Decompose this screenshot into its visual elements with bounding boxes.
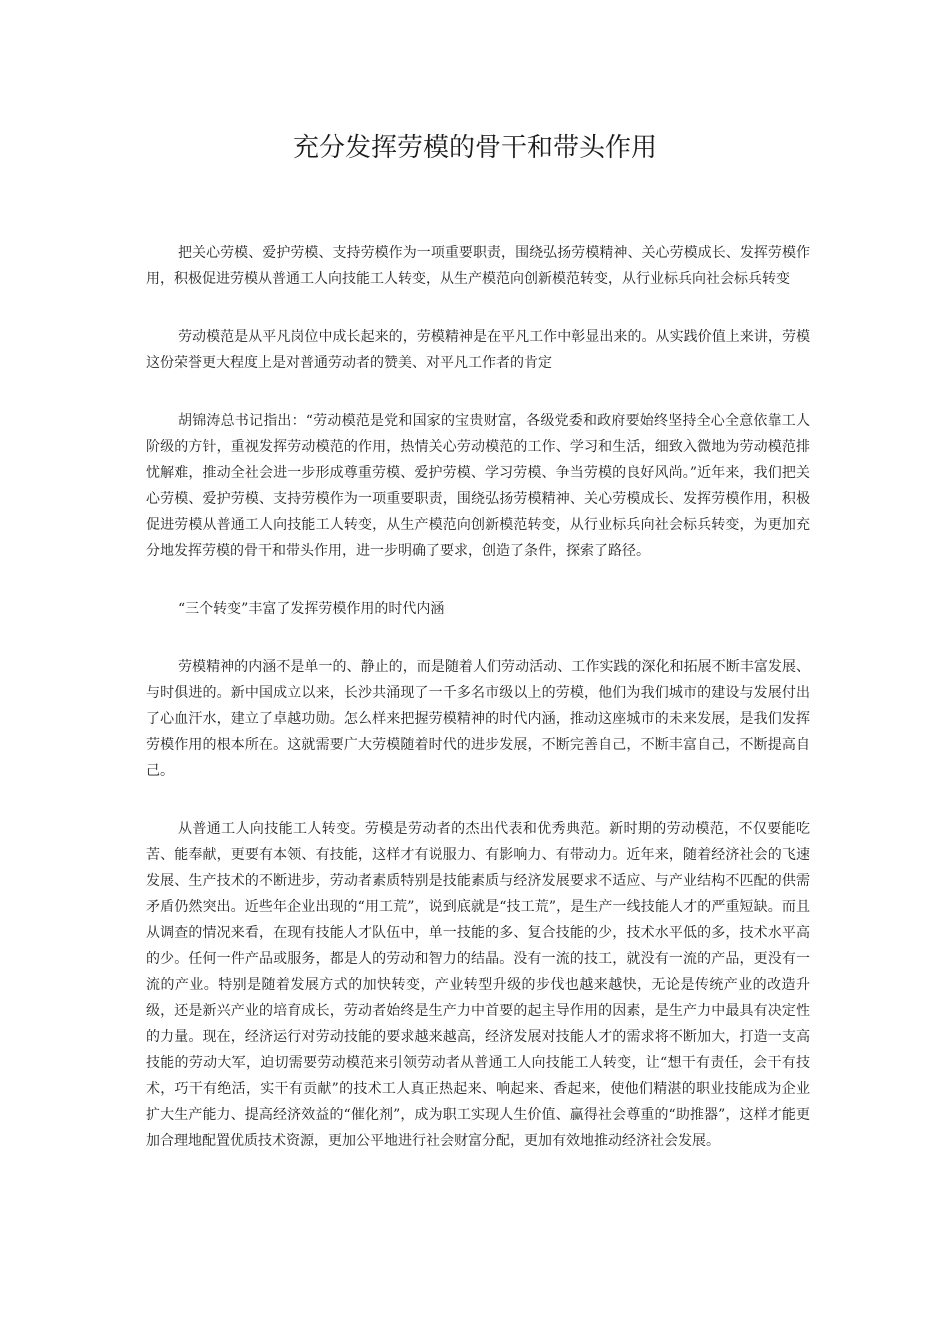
paragraph-1: 把关心劳模、爱护劳模、支持劳模作为一项重要职责，围绕弘扬劳模精神、关心劳模成长、发挥劳模作用，积极促进劳模从普通工人向技能工人转变，从生产模范向创新模范转变，从行业标兵向社会标兵转变 <box>146 245 810 287</box>
paragraph-2: 劳动模范是从平凡岗位中成长起来的，劳模精神是在平凡工作中彰显出来的。从实践价值上来讲，劳模这份荣誉更大程度上是对普通劳动者的赞美、对平凡工作者的肯定 <box>146 329 810 371</box>
document-body <box>146 240 810 1154</box>
paragraph-4: 劳模精神的内涵不是单一的、静止的，而是随着人们劳动活动、工作实践的深化和拓展不断丰富发展、与时俱进的。新中国成立以来，长沙共涌现了一千多名市级以上的劳模，他们为我们城市的建设与发展付出了心血汗水，建立了卓越功勋。怎么样来把握劳模精神的时代内涵，推动这座城市的未来发展，是我们发挥劳模作用的根本所在。这就需要广大劳模随着时代的进步发展，不断完善自己，不断丰富自己，不断提高自己。 <box>146 659 810 779</box>
paragraph-5: 从普通工人向技能工人转变。劳模是劳动者的杰出代表和优秀典范。新时期的劳动模范，不仅要能吃苦、能奉献，更要有本领、有技能，这样才有说服力、有影响力、有带动力。近年来，随着经济社会的飞速发展、生产技术的不断进步，劳动者素质特别是技能素质与经济发展要求不适应、与产业结构不匹配的供需矛盾仍然突出。近些年企业出现的“用工荒”，说到底就是“技工荒”，是生产一线技能人才的严重短缺。而且从调查的情况来看，在现有技能人才队伍中，单一技能的多、复合技能的少，技术水平低的多，技术水平高的少。任何一件产品或服务，都是人的劳动和智力的结晶。没有一流的技工，就没有一流的产品，更没有一流的产业。特别是随着发展方式的加快转变，产业转型升级的步伐也越来越快，无论是传统产业的改造升级，还是新兴产业的培育成长，劳动者始终是生产力中首要的起主导作用的因素，是生产力中最具有决定性的力量。现在，经济运行对劳动技能的要求越来越高，经济发展对技能人才的需求将不断加大，打造一支高技能的劳动大军，迫切需要劳动模范来引领劳动者从普通工人向技能工人转变，让“想干有责任，会干有技术，巧干有绝活，实干有贡献”的技术工人真正热起来、响起来、香起来，使他们精湛的职业技能成为企业扩大生产能力、提高经济效益的“催化剂”，成为职工实现人生价值、赢得社会尊重的“助推器”，这样才能更加合理地配置优质技术资源，更加公平地进行社会财富分配，更加有效地推动经济社会发展。 <box>146 821 810 1149</box>
section-heading: “三个转变”丰富了发挥劳模作用的时代内涵 <box>178 601 445 617</box>
paragraph-3: 胡锦涛总书记指出：“劳动模范是党和国家的宝贵财富，各级党委和政府要始终坚持全心全意依靠工人阶级的方针，重视发挥劳动模范的作用，热情关心劳动模范的工作、学习和生活，细致入微地为劳动模范排忧解难，推动全社会进一步形成尊重劳模、爱护劳模、学习劳模、争当劳模的良好风尚。”近年来，我们把关心劳模、爱护劳模、支持劳模作为一项重要职责，围绕弘扬劳模精神、关心劳模成长、发挥劳模作用，积极促进劳模从普通工人向技能工人转变，从生产模范向创新模范转变，从行业标兵向社会标兵转变，为更加充分地发挥劳模的骨干和带头作用，进一步明确了要求，创造了条件，探索了路径。 <box>146 413 810 559</box>
document-title: 充分发挥劳模的骨干和带头作用 <box>292 133 657 163</box>
